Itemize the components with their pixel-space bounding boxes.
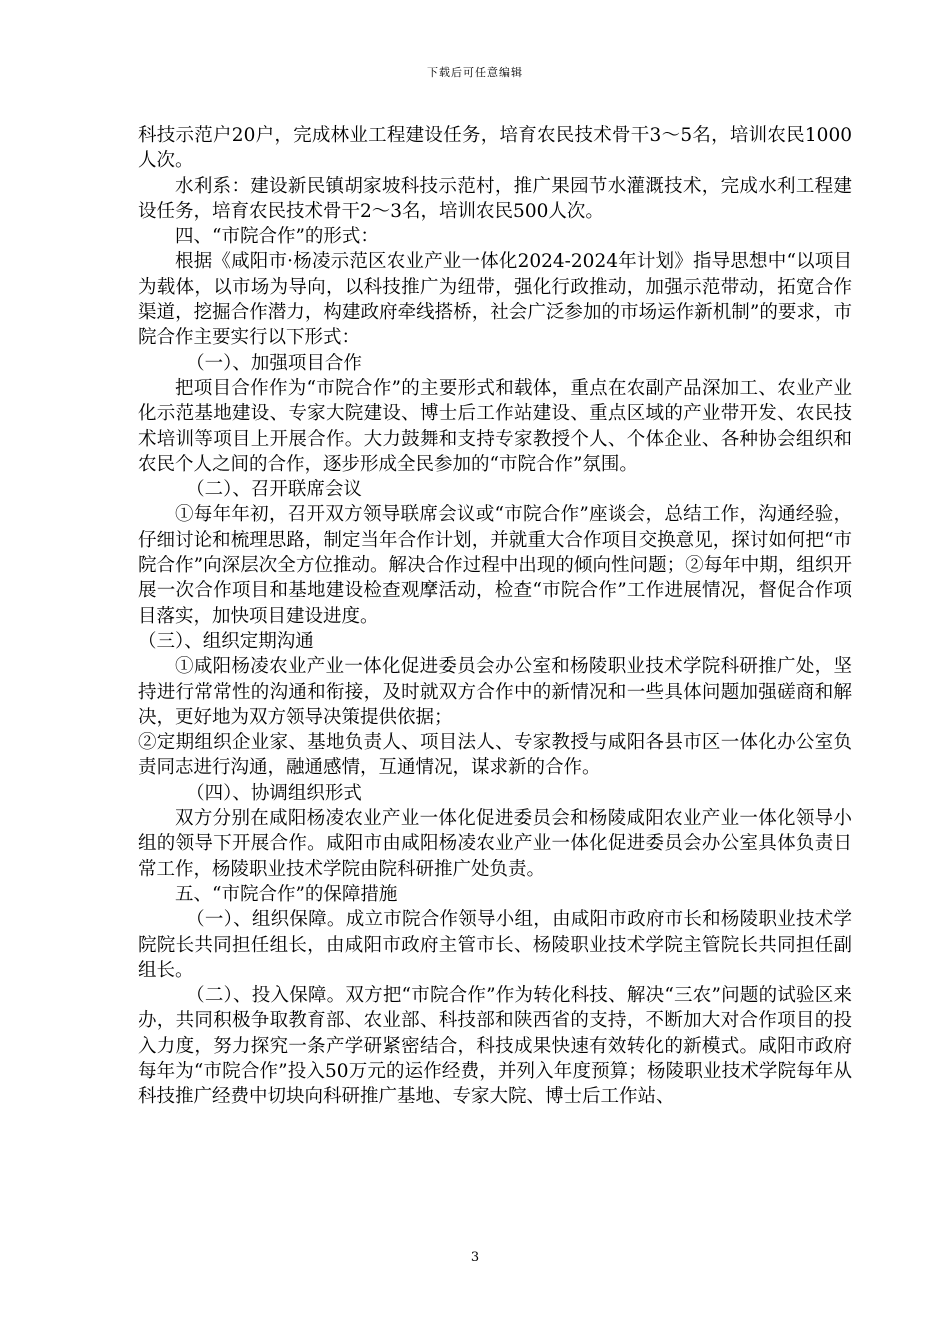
page-number: 3 xyxy=(470,1250,480,1265)
body-paragraph: 双方分别在咸阳杨凌农业产业一体化促进委员会和杨陵咸阳农业产业一体化领导小组的领导下开展合作。咸阳市由咸阳杨凌农业产业一体化促进委员会办公室具体负责日常工作，杨陵职业技术学院由院科研推广处负责。 xyxy=(138,808,852,880)
subsection-heading: （一）、加强项目合作 xyxy=(186,352,362,374)
body-paragraph: （二）、投入保障。双方把“市院合作”作为转化科技、解决“三农”问题的试验区来办，共同积极争取教育部、农业部、科技部和陕西省的支持，不断加大对合作项目的投入力度，努力探究一条产学研紧密结合，科技成果快速有效转化的新模式。咸阳市政府每年为“市院合作”投入50万元的运作经费，并列入年度预算；杨陵职业技术学院每年从科技推广经费中切块向科研推广基地、专家大院、博士后工作站、 xyxy=(138,985,852,1108)
body-paragraph: ②定期组织企业家、基地负责人、项目法人、专家教授与咸阳各县市区一体化办公室负责同志进行沟通，融通感情，互通情况，谋求新的合作。 xyxy=(138,732,852,779)
subsection-heading: （四）、协调组织形式 xyxy=(186,782,362,804)
document-body xyxy=(138,123,852,1110)
section-heading: 五、“市院合作”的保障措施 xyxy=(175,883,398,905)
body-paragraph: 把项目合作作为“市院合作”的主要形式和载体，重点在农副产品深加工、农业产业化示范基地建设、专家大院建设、博士后工作站建设、重点区域的产业带开发、农民技术培训等项目上开展合作。大力鼓舞和支持专家教授个人、个体企业、各种协会组织和农民个人之间的合作，逐步形成全民参加的“市院合作”氛围。 xyxy=(138,377,852,475)
body-paragraph: 科技示范户20户，完成林业工程建设任务，培育农民技术骨干3～5名，培训农民1000人次。 xyxy=(138,125,852,172)
page-header: 下载后可任意编辑 xyxy=(427,66,523,79)
body-paragraph: 根据《咸阳市·杨凌示范区农业产业一体化2024-2024年计划》指导思想中“以项目为载体，以市场为导向，以科技推广为纽带，强化行政推动，加强示范带动，拓宽合作渠道，挖掘合作潜力，构建政府牵线搭桥，社会广泛参加的市场运作新机制”的要求，市院合作主要实行以下形式： xyxy=(138,251,852,349)
body-paragraph: ①咸阳杨凌农业产业一体化促进委员会办公室和杨陵职业技术学院科研推广处，坚持进行常常性的沟通和衔接，及时就双方合作中的新情况和一些具体问题加强磋商和解决，更好地为双方领导决策提供依据； xyxy=(138,656,852,728)
body-paragraph: ①每年年初，召开双方领导联席会议或“市院合作”座谈会，总结工作，沟通经验，仔细讨论和梳理思路，制定当年合作计划，并就重大合作项目交换意见，探讨如何把“市院合作”向深层次全方位推动。解决合作过程中出现的倾向性问题；②每年中期，组织开展一次合作项目和基地建设检查观摩活动，检查“市院合作”工作进展情况，督促合作项目落实，加快项目建设进度。 xyxy=(138,504,852,627)
subsection-heading: （三）、组织定期沟通 xyxy=(138,630,314,652)
body-paragraph: 水利系：建设新民镇胡家坡科技示范村，推广果园节水灌溉技术，完成水利工程建设任务，培育农民技术骨干2～3名，培训农民500人次。 xyxy=(138,175,852,222)
subsection-heading: （二）、召开联席会议 xyxy=(186,479,362,501)
body-paragraph: （一）、组织保障。成立市院合作领导小组，由咸阳市政府市长和杨陵职业技术学院院长共同担任组长，由咸阳市政府主管市长、杨陵职业技术学院主管院长共同担任副组长。 xyxy=(138,909,852,981)
section-heading: 四、“市院合作”的形式： xyxy=(175,226,379,248)
